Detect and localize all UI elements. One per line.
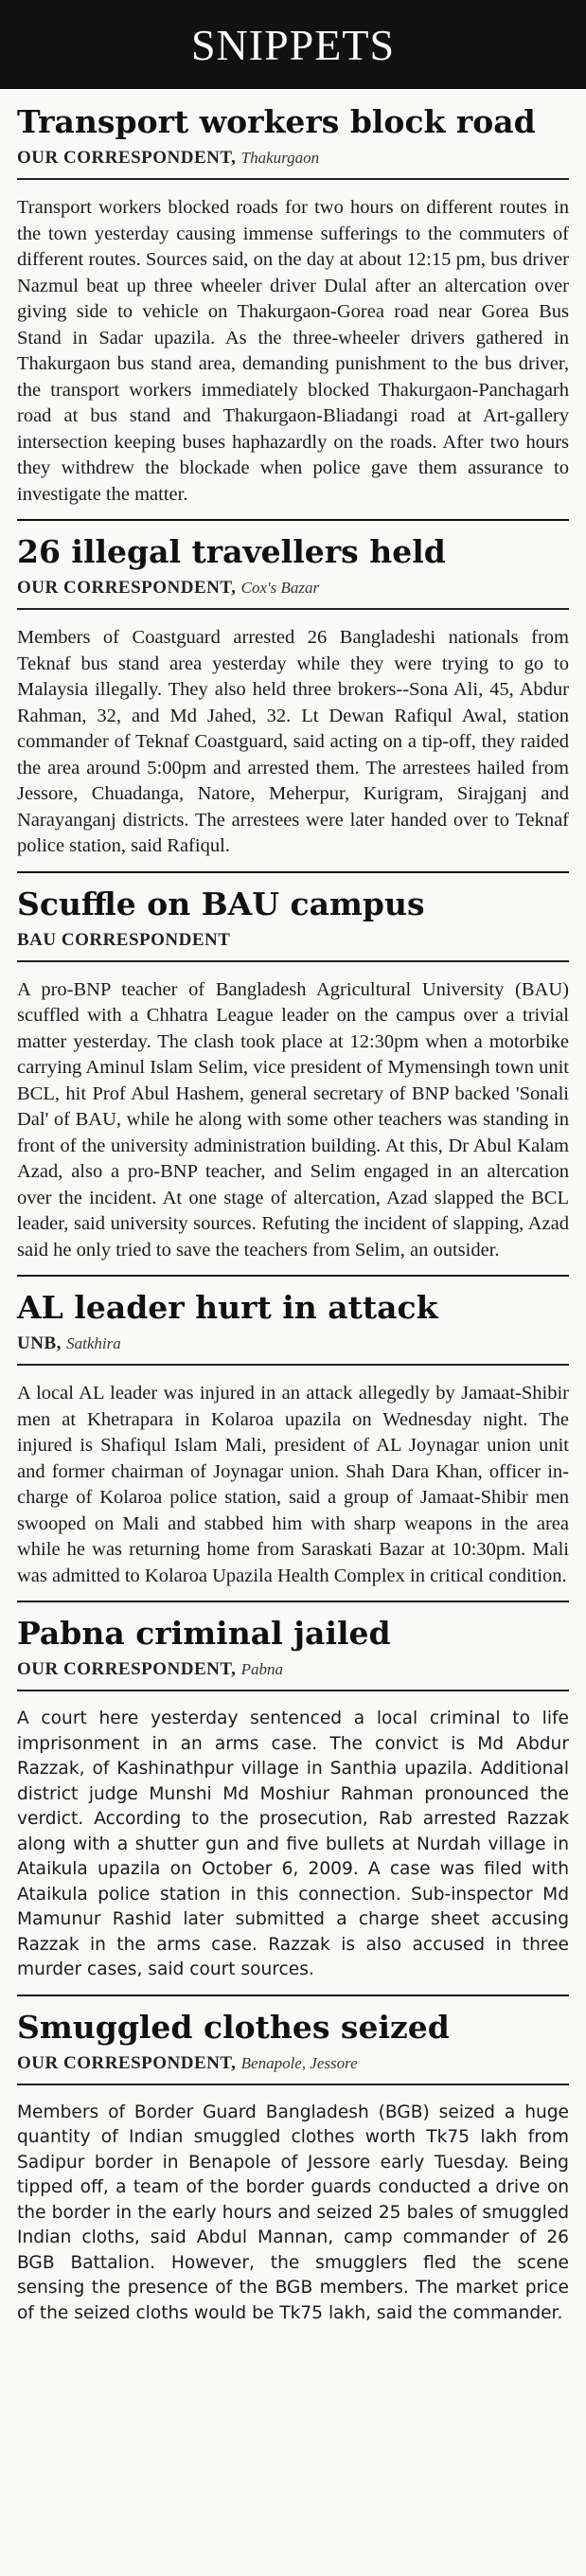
article-byline — [17, 578, 569, 599]
article-body: A local AL leader was injured in an attack allegedly by Jamaat-Shibir men at Khetrapara in Kolaroa upazila on Wednesday night. The injured is Shafiqul Islam Mali, president of AL Joynagar union unit and former chairman of Joynagar union. Shah Dara Khan, officer in-charge of Kolaroa police station, said a group of Jamaat-Shibir men swooped on Mali and stabbed him with sharp weapons in the area while he was returning home from Saraskati Bazar at 10:30pm. Mali was admitted to Kolaroa Upazila Health Complex in critical condition. — [17, 1383, 569, 1586]
article-headline: 26 illegal travellers held — [17, 533, 446, 570]
byline-author: OUR CORRESPONDENT, — [17, 148, 237, 168]
article-byline — [17, 2053, 569, 2074]
article — [17, 1602, 569, 1996]
article — [17, 91, 569, 521]
article-byline — [17, 930, 569, 951]
article-body: Transport workers blocked roads for two hours on different routes in the town yesterday causing immense sufferings to the commuters of different routes. Sources said, on the day at about 12:15 pm, bus driver Nazmul beat up three wheeler driver Dulal after an altercation over giving side to vehicle on Thakurgaon-Gorea road near Gorea Bus Stand in Sadar upazila. As the three-wheeler drivers gathered in Thakurgaon bus stand area, demanding punishment to the bus driver, the transport workers immediately blocked Thakurgaon-Panchagarh road at bus stand and Thakurgaon-Bliadangi road at Art-gallery intersection keeping buses haphazardly on the roads. After two hours they withdrew the blockade when police gave them assurance to investigate the matter. — [17, 197, 569, 505]
byline-author: OUR CORRESPONDENT, — [17, 578, 237, 598]
byline-location: Pabna — [240, 1660, 284, 1678]
article-headline: Pabna criminal jailed — [17, 1615, 391, 1652]
article-body: A pro-BNP teacher of Bangladesh Agricultural University (BAU) scuffled with a Chhatra League leader on the campus over a trivial matter yesterday. The clash took place at 12:30pm when a motorbike carrying Aminul Islam Selim, vice president of Mymensingh town unit BCL, hit Prof Abul Hashem, general secretary of BNP backed 'Sonali Dal' of BAU, while he along with some other teachers was standing in front of the university administration building. At this, Dr Abul Kalam Azad, also a pro-BNP teacher, and Selim engaged in an altercation over the incident. At one stage of altercation, Azad slapped the BCL leader, said university sources. Refuting the incident of slapping, Azad said he only tried to save the teachers from Selim, an outsider. — [17, 978, 569, 1261]
byline-rule — [17, 960, 569, 962]
article-byline — [17, 1659, 569, 1680]
article-headline: Transport workers block road — [17, 103, 536, 140]
byline-location: Satkhira — [66, 1334, 121, 1352]
byline-rule — [17, 2084, 569, 2085]
byline-author: OUR CORRESPONDENT, — [17, 2052, 237, 2073]
article — [17, 1996, 569, 2327]
article-headline: Scuffle on BAU campus — [17, 885, 425, 922]
byline-rule — [17, 1690, 569, 1691]
article-byline — [17, 1333, 569, 1354]
article-byline — [17, 148, 569, 169]
article-body: A court here yesterday sentenced a local criminal to life imprisonment in an arms case. The convict is Md Abdur Razzak, of Kashinathpur village in Santhia upazila. Additional district judge Munshi Md Moshiur Rahman pronounced the verdict. According to the prosecution, Rab arrested Razzak along with a shutter gun and five bullets at Nurdah village in Ataikula upazila on October 6, 2009. A case was filed with Ataikula police station in this connection. Sub-inspector Md Mamunur Rashid later submitted a charge sheet accusing Razzak in the arms case. Razzak is also accused in three murder cases, said court sources. — [17, 1708, 569, 1979]
article-headline: AL leader hurt in attack — [17, 1289, 438, 1326]
article-body: Members of Coastguard arrested 26 Bangladeshi nationals from Teknaf bus stand area yesterday while they were trying to go to Malaysia illegally. They also held three brokers--Sona Ali, 45, Abdur Rahman, 32, and Md Jahed, 32. Lt Dewan Rafiqul Awal, station commander of Teknaf Coastguard, said acting on a tip-off, they raided the area around 5:00pm and arrested them. The arrestees hailed from Jessore, Chuadanga, Natore, Meherpur, Kurigram, Sirajganj and Narayanganj districts. The arrestees were later handed over to Teknaf police station, said Rafiqul. — [17, 627, 569, 856]
article-body: Members of Border Guard Bangladesh (BGB) seized a huge quantity of Indian smuggled clothes worth Tk75 lakh from Sadipur border in Benapole of Jessore early Tuesday. Being tipped off, a team of the border guards conducted a drive on the border in the early hours and seized 25 bales of smuggled Indian cloths, said Abdul Mannan, camp commander of 26 BGB Battalion. However, the smugglers fled the scene sensing the presence of the BGB members. The market price of the seized cloths would be Tk75 lakh, said the commander. — [17, 2102, 569, 2323]
articles-column — [0, 91, 586, 2326]
article — [17, 873, 569, 1278]
byline-rule — [17, 178, 569, 180]
byline-location: Thakurgaon — [240, 149, 320, 167]
article — [17, 521, 569, 873]
section-banner — [0, 0, 586, 91]
section-title: SNIPPETS — [190, 20, 396, 69]
byline-location: Benapole, Jessore — [240, 2053, 358, 2072]
byline-author: UNB, — [17, 1333, 62, 1353]
byline-author: OUR CORRESPONDENT, — [17, 1659, 237, 1679]
byline-author: BAU CORRESPONDENT — [17, 929, 231, 950]
byline-rule — [17, 1364, 569, 1366]
article-headline: Smuggled clothes seized — [17, 2008, 450, 2046]
byline-location: Cox's Bazar — [240, 579, 320, 597]
article — [17, 1277, 569, 1602]
byline-rule — [17, 608, 569, 610]
